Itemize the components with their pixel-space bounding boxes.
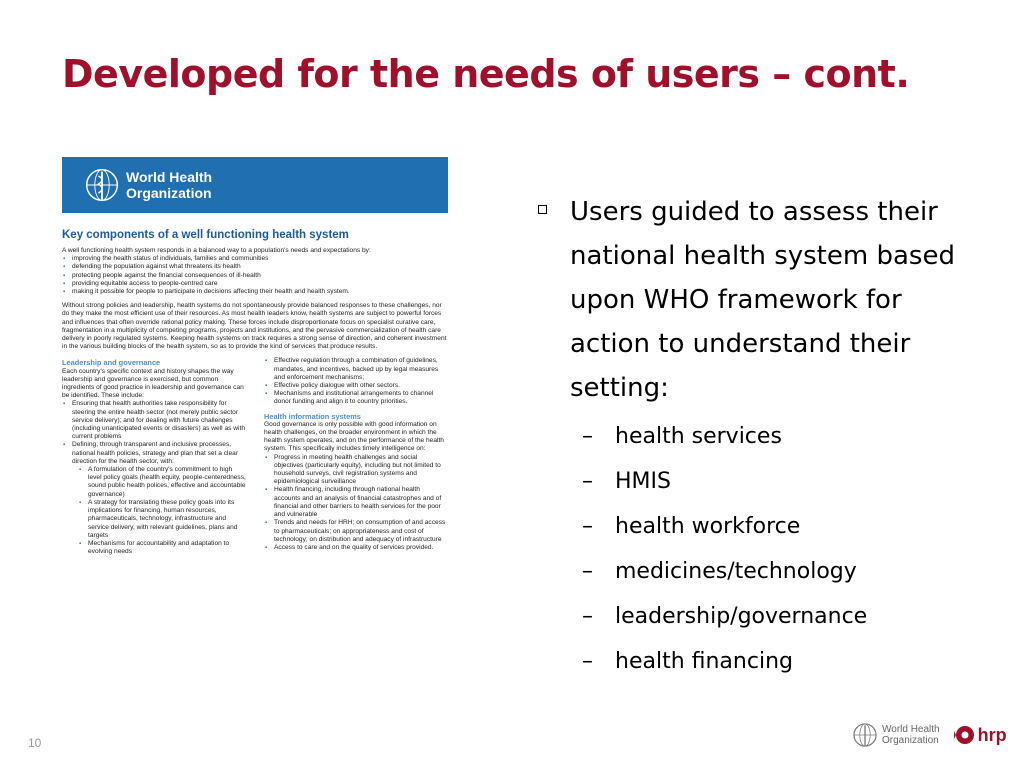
list-item: ▪ improving the health status of individuals, families and communities xyxy=(72,255,448,263)
list-item: ▪ Health financing, including through national health accounts and an analysis of financial catastrophes and of financial and other barriers to health services for the poor and vulnerable xyxy=(274,486,448,519)
who-emblem-icon xyxy=(852,722,878,748)
page-number: 10 xyxy=(28,736,42,750)
document-intro-list xyxy=(62,255,448,296)
document-intro: A well functioning health system responds in a balanced way to a population's needs and expectations by: xyxy=(62,247,371,254)
list-item: ▪ Effective regulation through a combination of guidelines, mandates, and incentives, backed up by legal measures and enforcement mechanisms; xyxy=(274,357,448,382)
hrp-label: hrp xyxy=(977,724,1007,745)
list-item: ▪ Access to care and on the quality of services provided. xyxy=(274,544,448,552)
sub-bullet: – health workforce xyxy=(582,504,988,549)
list-item: ▪ Ensuring that health authorities take responsibility for steering the entire health sector (not merely public sector service delivery); and for dealing with future challenges (including unanticipated events or disasters) as well as with current problems xyxy=(72,400,246,441)
list-item: ▪ Effective policy dialogue with other sectors. xyxy=(274,382,448,390)
bullet-list xyxy=(538,190,988,684)
document-left-column xyxy=(62,357,246,556)
list-item: ▪ making it possible for people to participate in decisions affecting their health and health system. xyxy=(72,288,448,296)
list-item: ▪ Defining, through transparent and inclusive processes, national health policies, strategy and plan that set a clear direction for the health sector, with: ▪ A formulation of the country's commitment to high level policy goals (health equity, people-centeredness, sound public health polices, effective and accountable governance) ▪ A strategy for translating these policy goals into its implications for financing, human resources, pharmaceuticals, technology, infrastructure and service delivery, with relevant guidelines, plans and targets ▪ Mechanisms for accountability and adaptation to evolving needs xyxy=(72,441,246,556)
document-paragraph: Without strong policies and leadership, health systems do not spontaneously provide balanced responses to these challenges, nor do they make the most efficient use of their resources. As most health leaders know, health systems are subject to powerful forces and influences that often override rational policy making. These forces include disproportionate focus on specialist curative care, fragmentation in a multiplicity of competing programs, projects and institutions, and the pervasive commercialization of health care delivery in poorly regulated systems. Keeping health systems on track requires a strong sense of direction, and coherent investment in the various building blocks of the health system, so as to provide the kind of services that produce results. xyxy=(62,302,447,351)
hrp-logo xyxy=(954,724,1007,746)
list-item: ▪ Trends and needs for HRH; on consumption of and access to pharmaceuticals; on appropriateness and cost of technology; on distribution and adequacy of infrastructure xyxy=(274,519,448,544)
who-emblem-icon xyxy=(84,167,120,203)
footer-logos xyxy=(852,722,1007,748)
document-org-line2: Organization xyxy=(126,185,212,201)
slide-title: Developed for the needs of users – cont. xyxy=(62,52,910,96)
sub-bullet: – medicines/technology xyxy=(582,549,988,594)
list-item: ▪ Mechanisms and institutional arrangements to channel donor funding and align it to country priorities. xyxy=(274,390,448,406)
who-footer-line2: Organization xyxy=(882,735,939,746)
hrp-emblem-icon xyxy=(954,724,976,746)
sub-bullet-list xyxy=(538,414,988,684)
leadership-subheading: Leadership and governance xyxy=(62,358,161,368)
list-item: ▪ Mechanisms for accountability and adaptation to evolving needs xyxy=(88,540,246,556)
document-org-line1: World Health xyxy=(126,169,213,185)
list-item: ▪ A strategy for translating these policy goals into its implications for financing, human resources, pharmaceuticals, technology, infrastructure and service delivery, with relevant guidelines, plans and targets xyxy=(88,499,246,540)
document-right-column xyxy=(264,357,448,556)
sub-bullet: – HMIS xyxy=(582,459,988,504)
sub-bullet: – health services xyxy=(582,414,988,459)
dash-icon: – xyxy=(582,604,593,629)
leadership-text: Each country's specific context and history shapes the way leadership and governance is exercised, but common ingredients of good practice in leadership and governance can be identified. These include: xyxy=(62,367,244,400)
who-footer-line1: World Health xyxy=(882,724,940,735)
list-item: ▪ defending the population against what threatens its health xyxy=(72,263,448,271)
dash-icon: – xyxy=(582,559,593,584)
list-item: ▪ protecting people against the financial consequences of ill-health xyxy=(72,272,448,280)
list-item: ▪ Progress in meeting health challenges and social objectives (particularly equity), including but not limited to household surveys, civil registration systems and epidemiological surveillance xyxy=(274,454,448,487)
dash-icon: – xyxy=(582,649,593,674)
his-subheading: Health information systems xyxy=(264,411,361,421)
sub-bullet: – leadership/governance xyxy=(582,594,988,639)
dash-icon: – xyxy=(582,514,593,539)
document-banner xyxy=(62,157,448,213)
dash-icon: – xyxy=(582,424,593,449)
main-bullet-text: Users guided to assess their national health system based upon WHO framework for action to understand their setting: xyxy=(570,197,955,403)
main-bullet xyxy=(538,190,988,410)
document-heading: Key components of a well functioning health system xyxy=(62,229,349,241)
his-text: Good governance is only possible with good information on health challenges, on the broader environment in which the health system operates, and on the performance of the health system. This specifically includes timely intelligence on: xyxy=(264,420,444,453)
sub-bullet: – health financing xyxy=(582,639,988,684)
dash-icon: – xyxy=(582,469,593,494)
who-document-image xyxy=(62,157,448,697)
square-bullet-icon xyxy=(538,205,547,214)
list-item: ▪ A formulation of the country's commitment to high level policy goals (health equity, people-centeredness, sound public health polices, effective and accountable governance) xyxy=(88,466,246,499)
who-footer-logo xyxy=(852,722,940,748)
list-item: ▪ providing equitable access to people-centred care xyxy=(72,280,448,288)
